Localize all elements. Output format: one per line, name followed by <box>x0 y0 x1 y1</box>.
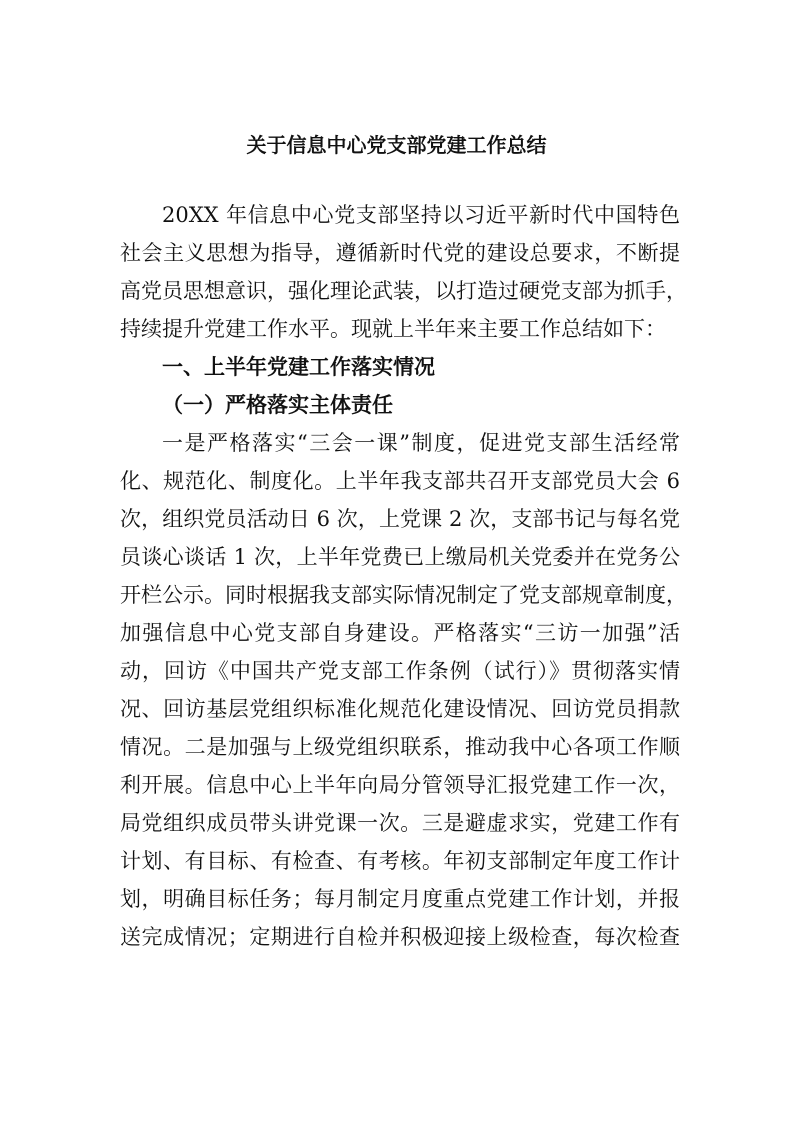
intro-line: 高党员思想意识，强化理论武装，以打造过硬党支部为抓手， <box>120 279 687 303</box>
paragraph-line: 员谈心谈话 1 次，上半年党费已上缴局机关党委并在党务公 <box>120 545 680 569</box>
paragraph-line: 动，回访《中国共产党支部工作条例（试行）》贯彻落实情 <box>120 659 680 683</box>
intro-line: 20XX 年信息中心党支部坚持以习近平新时代中国特色 <box>162 203 680 227</box>
paragraph-line: 局党组织成员带头讲党课一次。三是避虚求实，党建工作有 <box>120 811 680 835</box>
paragraph-line: 加强信息中心党支部自身建设。严格落实“三访一加强”活 <box>120 621 680 645</box>
intro-line: 社会主义思想为指导，遵循新时代党的建设总要求，不断提 <box>120 241 680 265</box>
paragraph-line: 划，明确目标任务；每月制定月度重点党建工作计划，并报 <box>120 887 680 911</box>
intro-line: 持续提升党建工作水平。现就上半年来主要工作总结如下： <box>120 317 666 341</box>
document-title: 关于信息中心党支部党建工作总结 <box>246 133 547 157</box>
paragraph-line: 情况。二是加强与上级党组织联系，推动我中心各项工作顺 <box>120 735 680 759</box>
paragraph-line: 化、规范化、制度化。上半年我支部共召开支部党员大会 6 <box>120 469 680 493</box>
paragraph-line: 计划、有目标、有检查、有考核。年初支部制定年度工作计 <box>120 849 680 873</box>
paragraph-line: 况、回访基层党组织标准化规范化建设情况、回访党员捐款 <box>120 697 680 721</box>
paragraph-line: 次，组织党员活动日 6 次，上党课 2 次，支部书记与每名党 <box>120 507 680 531</box>
subsection-heading: （一）严格落实主体责任 <box>162 392 393 417</box>
paragraph-line: 利开展。信息中心上半年向局分管领导汇报党建工作一次， <box>120 773 680 797</box>
paragraph-line: 送完成情况；定期进行自检并积极迎接上级检查，每次检查 <box>120 925 680 949</box>
section-heading: 一、上半年党建工作落实情况 <box>162 354 435 379</box>
paragraph-line: 一是严格落实“三会一课”制度，促进党支部生活经常 <box>162 431 680 455</box>
paragraph-line: 开栏公示。同时根据我支部实际情况制定了党支部规章制度， <box>120 583 687 607</box>
document-body <box>120 196 687 956</box>
